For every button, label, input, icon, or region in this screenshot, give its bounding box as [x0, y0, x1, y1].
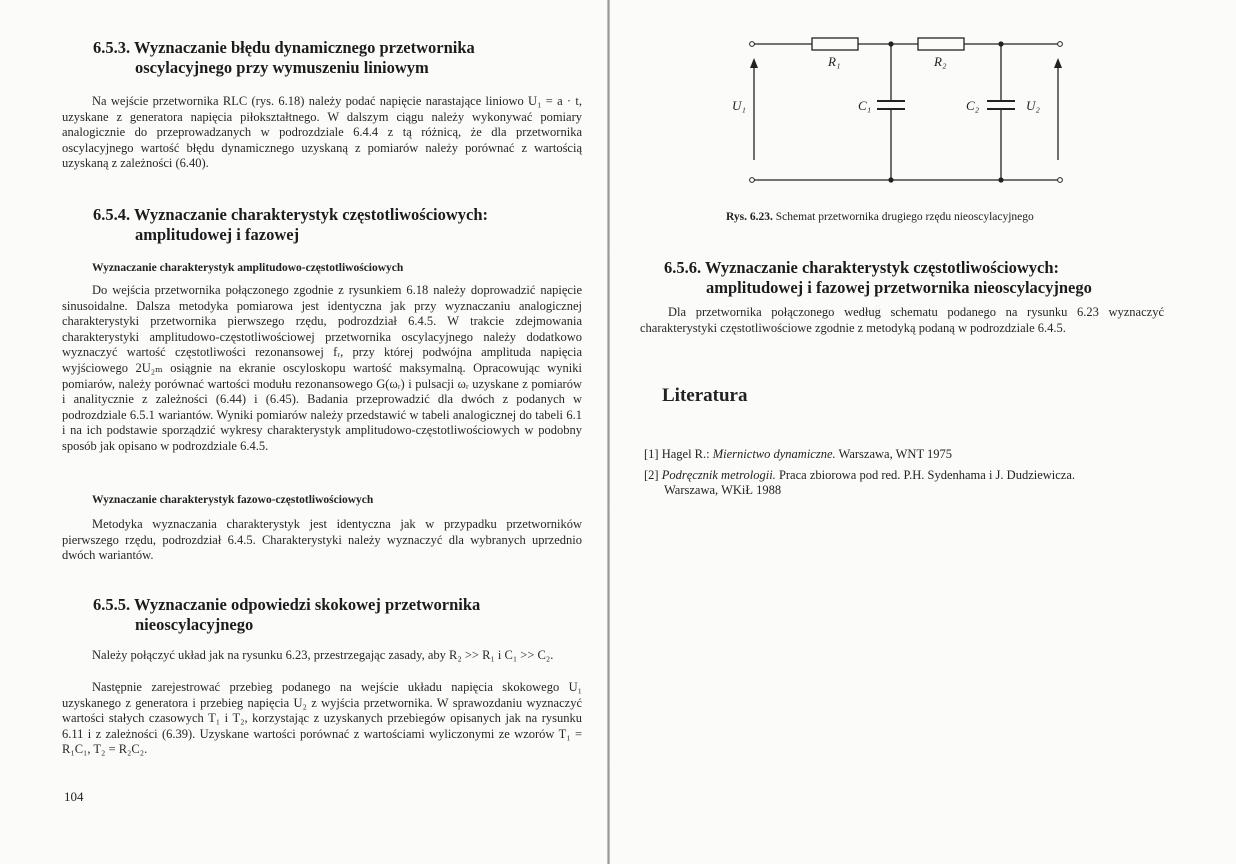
reference-publisher: Praca zbiorowa pod red. P.H. Sydenhama i J. Dudziewicza.	[778, 468, 1076, 482]
section-number: 6.5.6.	[664, 258, 702, 277]
paragraph: Metodyka wyznaczania charakterystyk jest identyczna jak w przypadku przetworników pierwszego rzędu, podrozdział 6.4.5. Charakterystyki należy wyznaczyć dla wybranych uprzednio dwóch wariantów.	[62, 517, 582, 563]
section-title-line1: Wyznaczanie odpowiedzi skokowej przetwornika	[133, 595, 481, 614]
section-number: 6.5.5.	[93, 595, 131, 614]
right-page	[612, 0, 1236, 864]
section-title-line2: oscylacyjnego przy wymuszeniu liniowym	[135, 58, 429, 77]
paragraph: Należy połączyć układ jak na rysunku 6.23, przestrzegając zasady, aby R₂ >> R₁ i C₁ >> C₂.	[92, 648, 554, 662]
section-heading-6-5-3	[93, 38, 553, 78]
reference-item	[644, 447, 1164, 462]
reference-title: Miernictwo dynamiczne.	[712, 447, 836, 461]
resistor-r2-symbol	[918, 38, 964, 50]
book-gutter	[607, 0, 610, 864]
resistor-r1-symbol	[812, 38, 858, 50]
section-heading-6-5-4	[93, 205, 553, 245]
figure-caption-text: Schemat przetwornika drugiego rzędu nieoscylacyjnego	[775, 211, 1034, 223]
section-title-line1: Wyznaczanie błędu dynamicznego przetwornika	[133, 38, 475, 57]
section-number: 6.5.4.	[93, 205, 131, 224]
section-title-line2: nieoscylacyjnego	[135, 615, 254, 634]
terminal-icon	[1058, 42, 1063, 47]
label-r2: R₂	[934, 54, 947, 69]
section-heading-6-5-6	[664, 258, 1184, 298]
reference-author: Hagel R.:	[661, 447, 710, 461]
terminal-icon	[750, 178, 755, 183]
page-number: 104	[64, 789, 84, 804]
figure-number: Rys. 6.23.	[726, 211, 773, 223]
section-title-line1: Wyznaczanie charakterystyk częstotliwościowych:	[704, 258, 1060, 277]
arrowhead-icon	[1054, 58, 1062, 68]
reference-number: [2]	[644, 468, 659, 482]
label-r1: R₁	[828, 54, 841, 69]
section-title-line2: amplitudowej i fazowej przetwornika nieoscylacyjnego	[706, 278, 1092, 297]
paragraph: Do wejścia przetwornika połączonego zgodnie z rysunkiem 6.18 należy doprowadzić napięcie sinusoidalne. Dalsza metodyka pomiarowa jest identyczna jak przy wyznaczaniu analogicznej charakterystyki przetwornika pierwszego rzędu, podrozdział 6.4.5. W trakcie zdejmowania charakterystyki amplitudowo-częstotliwościowej przetwornika oscylacyjnego należy dodatkowo wyznaczyć wartość częstotliwości rezonansowej fᵣ, przy której podwójna amplituda napięcia wyjściowego 2U₂ₘ osiągnie na ekranie oscyloskopu wartość maksymalną. Opracowując wyniki pomiarów, należy porównać wartości modułu rezonansowego G(ωᵣ) i pulsacji ωᵣ uzyskane z pomiarów i analitycznie z zależności (6.44) i (6.45). Badania przeprowadzić dla dwóch z podanych w podrozdziale 6.5.1 wariantów. Wyniki pomiarów należy przedstawić w tabeli analogicznej do tabeli 6.1 i na ich podstawie sporządzić wykresy charakterystyk amplitudowo-częstotliwościowych w podobny sposób jak opisano w podrozdziale 6.4.5.	[62, 283, 582, 453]
figure-caption	[726, 211, 1034, 223]
subsection-heading: Wyznaczanie charakterystyk amplitudowo-częstotliwościowych	[92, 262, 404, 274]
reference-title: Podręcznik metrologii.	[661, 468, 776, 482]
paragraph: Dla przetwornika połączonego według schematu podanego na rysunku 6.23 wyznaczyć charakterystyki częstotliwościowe zgodnie z metodyką podaną w podrozdziale 6.4.5.	[640, 305, 1164, 335]
paragraph: Następnie zarejestrować przebieg podanego na wejście układu napięcia skokowego U₁ uzyskanego z generatora i przebieg napięcia U₂ z wyjścia przetwornika. W sprawozdaniu wyznaczyć wartości stałych czasowych T₁ i T₂, korzystając z uzyskanych przebiegów opisanych jak na rysunku 6.11 i z zależności (6.39). Uzyskane wartości porównać z wartościami wyliczonymi ze wzorów T₁ = R₁C₁, T₂ = R₂C₂.	[62, 680, 582, 757]
reference-number: [1]	[644, 447, 659, 461]
reference-publisher: Warszawa, WNT 1975	[838, 447, 952, 461]
left-page	[0, 0, 608, 864]
label-c2: C₂	[966, 98, 980, 113]
section-number: 6.5.3.	[93, 38, 131, 57]
section-title-line2: amplitudowej i fazowej	[135, 225, 300, 244]
reference-item	[644, 468, 1168, 498]
junction-dot	[998, 41, 1003, 46]
label-c1: C₁	[858, 98, 872, 113]
arrowhead-icon	[750, 58, 758, 68]
circuit-diagram	[732, 30, 1072, 190]
terminal-icon	[1058, 178, 1063, 183]
junction-dot	[888, 177, 893, 182]
literature-heading: Literatura	[662, 385, 748, 406]
label-u2: U₂	[1026, 98, 1040, 113]
section-title-line1: Wyznaczanie charakterystyk częstotliwościowych:	[133, 205, 489, 224]
subsection-heading: Wyznaczanie charakterystyk fazowo-częstotliwościowych	[92, 494, 374, 506]
label-u1: U₁	[732, 98, 746, 113]
terminal-icon	[750, 42, 755, 47]
reference-publisher-line2: Warszawa, WKiŁ 1988	[664, 483, 782, 497]
paragraph: Na wejście przetwornika RLC (rys. 6.18) należy podać napięcie narastające liniowo U₁ = a · t, uzyskane z generatora napięcia piłokształtnego. W dalszym ciągu należy wykonywać pomiary analogicznie do przeprowadzanych w podrozdziale 6.4.4 z tą różnicą, że dla przetwornika oscylacyjnego wartość błędu dynamicznego uzyskaną z pomiarów należy porównać z wartością uzyskaną z zależności (6.40).	[62, 94, 582, 171]
section-heading-6-5-5	[93, 595, 553, 635]
junction-dot	[888, 41, 893, 46]
junction-dot	[998, 177, 1003, 182]
